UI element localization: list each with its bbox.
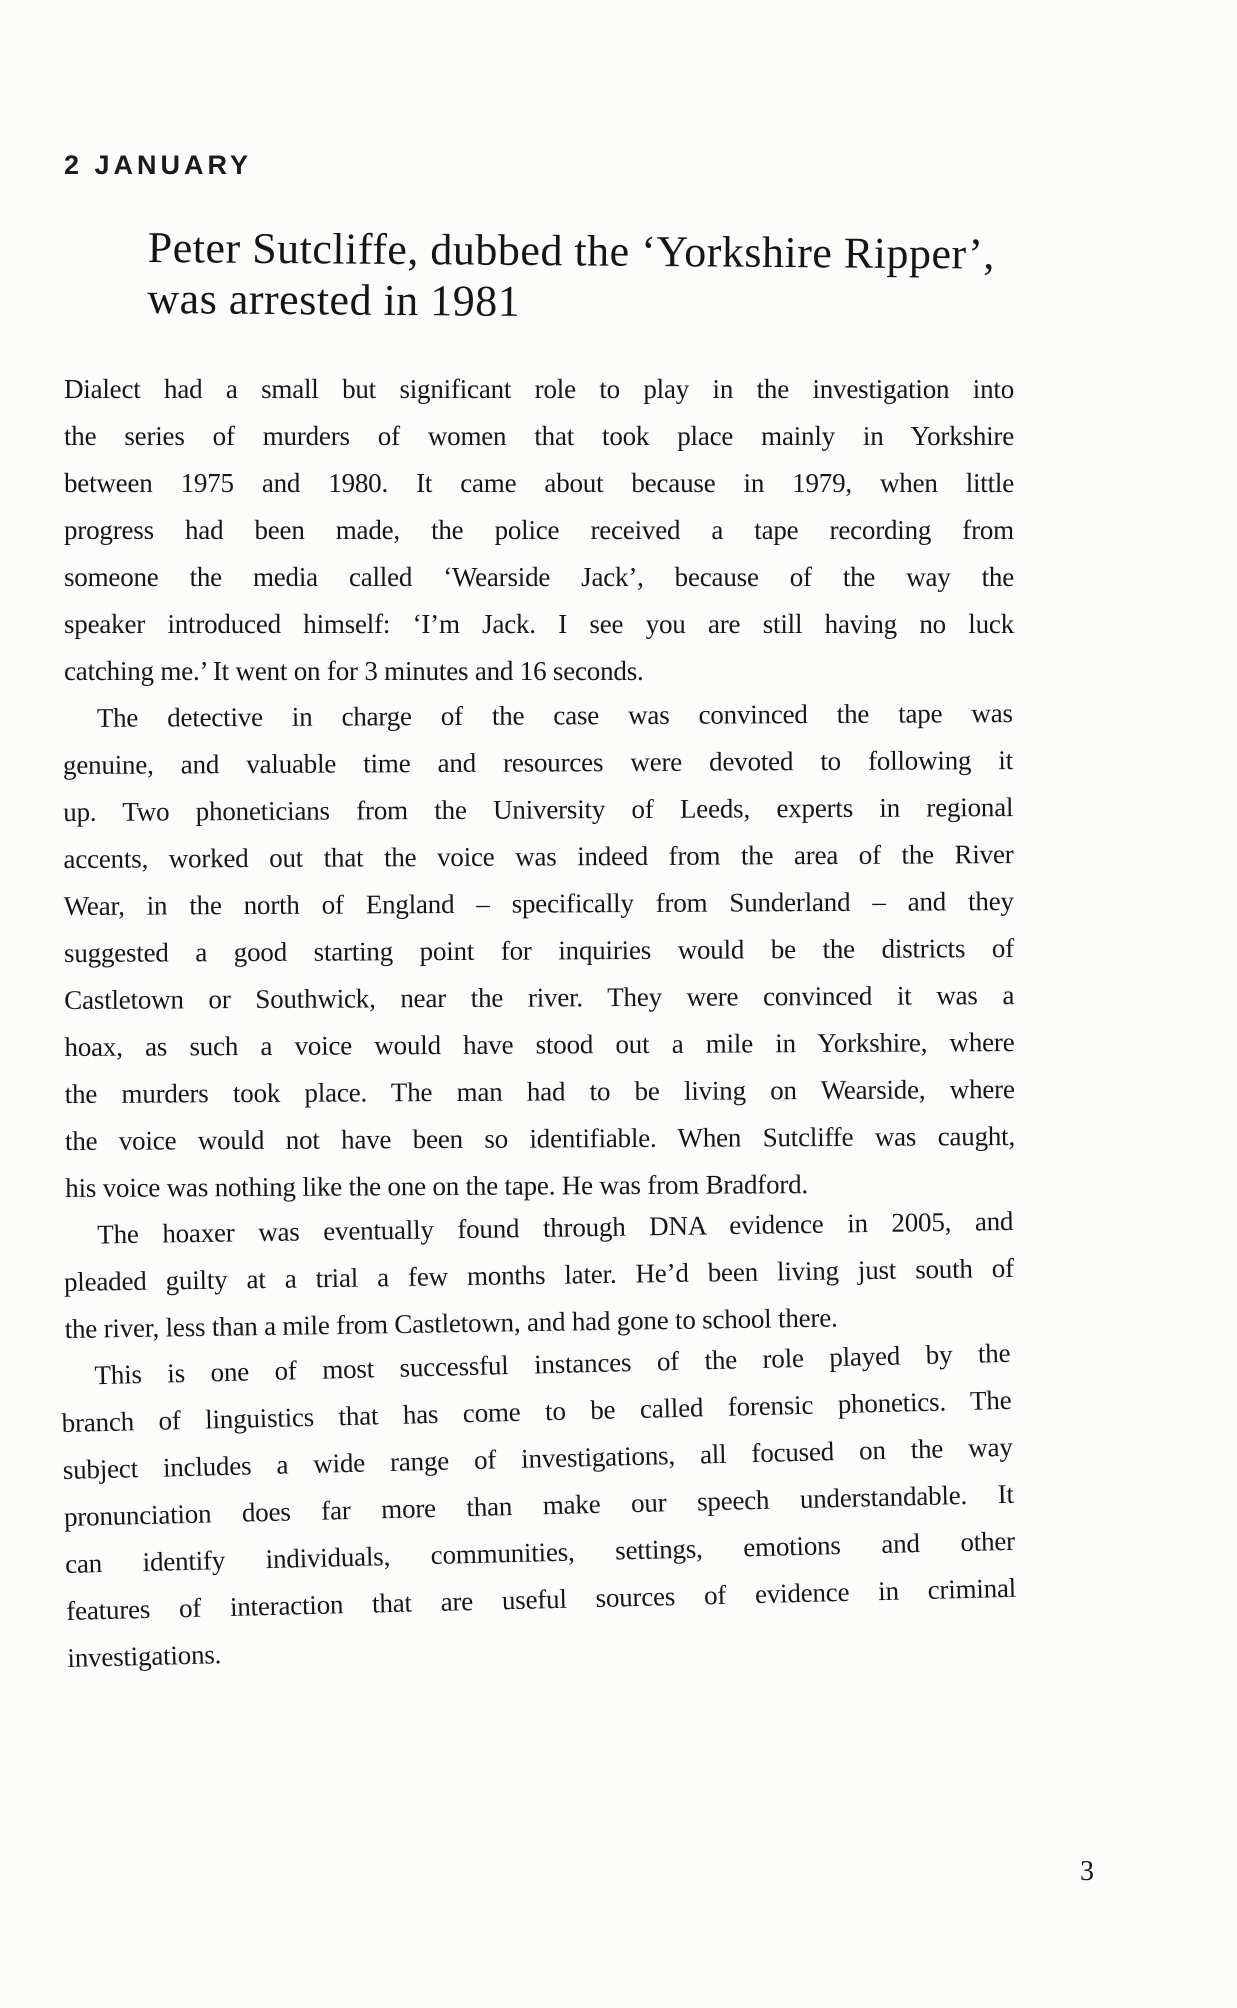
date-header: 2 JANUARY	[64, 150, 253, 180]
text-line: subject includes a wide range of investigations, all focused on the way	[62, 1431, 1013, 1486]
title-line: was arrested in 1981	[147, 273, 521, 326]
body-text	[61, 366, 1017, 1682]
text-line: pleaded guilty at a trial a few months later. He’d been living just south of	[63, 1252, 1015, 1297]
text-line: accents, worked out that the voice was indeed from the area of the River	[63, 839, 1014, 875]
paragraph	[63, 690, 1016, 1212]
text-line: someone the media called ‘Wearside Jack’, because of the way the	[64, 562, 1014, 592]
text-line: features of interaction that are useful sources of evidence in criminal	[65, 1572, 1017, 1626]
text-line: progress had been made, the police received a tape recording from	[64, 515, 1014, 545]
page-number: 3	[1080, 1856, 1094, 1887]
title-line: Peter Sutcliffe, dubbed the ‘Yorkshire Ripper’,	[147, 222, 996, 279]
text-line: Wear, in the north of England – specifically from Sunderland – and they	[63, 886, 1014, 922]
text-line: speaker introduced himself: ‘I’m Jack. I see you are still having no luck	[64, 609, 1014, 639]
text-line: up. Two phoneticians from the University of Leeds, experts in regional	[63, 792, 1014, 828]
text-line: hoax, as such a voice would have stood out a mile in Yorkshire, where	[64, 1027, 1015, 1062]
text-line: can identify individuals, communities, settings, emotions and other	[64, 1525, 1016, 1579]
text-line: his voice was nothing like the one on the tape. He was from Bradford.	[65, 1169, 809, 1203]
paragraph	[64, 366, 1014, 695]
text-line: the voice would not have been so identifiable. When Sutcliffe was caught,	[64, 1121, 1016, 1156]
text-line: Dialect had a small but significant role to play in the investigation into	[64, 374, 1014, 404]
text-line: This is one of most successful instances of the role played by the	[94, 1337, 1011, 1391]
text-line: The detective in charge of the case was convinced the tape was	[96, 698, 1013, 733]
text-line: between 1975 and 1980. It came about because in 1979, when little	[64, 468, 1014, 498]
text-line: the murders took place. The man had to be living on Wearside, where	[64, 1074, 1015, 1109]
article-title	[147, 222, 995, 331]
text-line: suggested a good starting point for inquiries would be the districts of	[63, 933, 1015, 968]
paragraph	[63, 1198, 1015, 1353]
text-line: The hoaxer was eventually found through DNA evidence in 2005, and	[97, 1205, 1014, 1250]
text-line: the river, less than a mile from Castletown, and had gone to school there.	[64, 1302, 838, 1344]
text-line: pronunciation does far more than make our speech understandable. It	[63, 1478, 1015, 1532]
text-line: Castletown or Southwick, near the river. They were convinced it was a	[64, 980, 1015, 1015]
text-line: catching me.’ It went on for 3 minutes and 16 seconds.	[64, 656, 644, 686]
text-line: genuine, and valuable time and resources were devoted to following it	[62, 745, 1014, 781]
text-line: investigations.	[67, 1639, 222, 1673]
text-line: branch of linguistics that has come to be called forensic phonetics. The	[61, 1384, 1012, 1439]
paragraph	[60, 1330, 1018, 1682]
text-line: the series of murders of women that took place mainly in Yorkshire	[64, 421, 1014, 451]
